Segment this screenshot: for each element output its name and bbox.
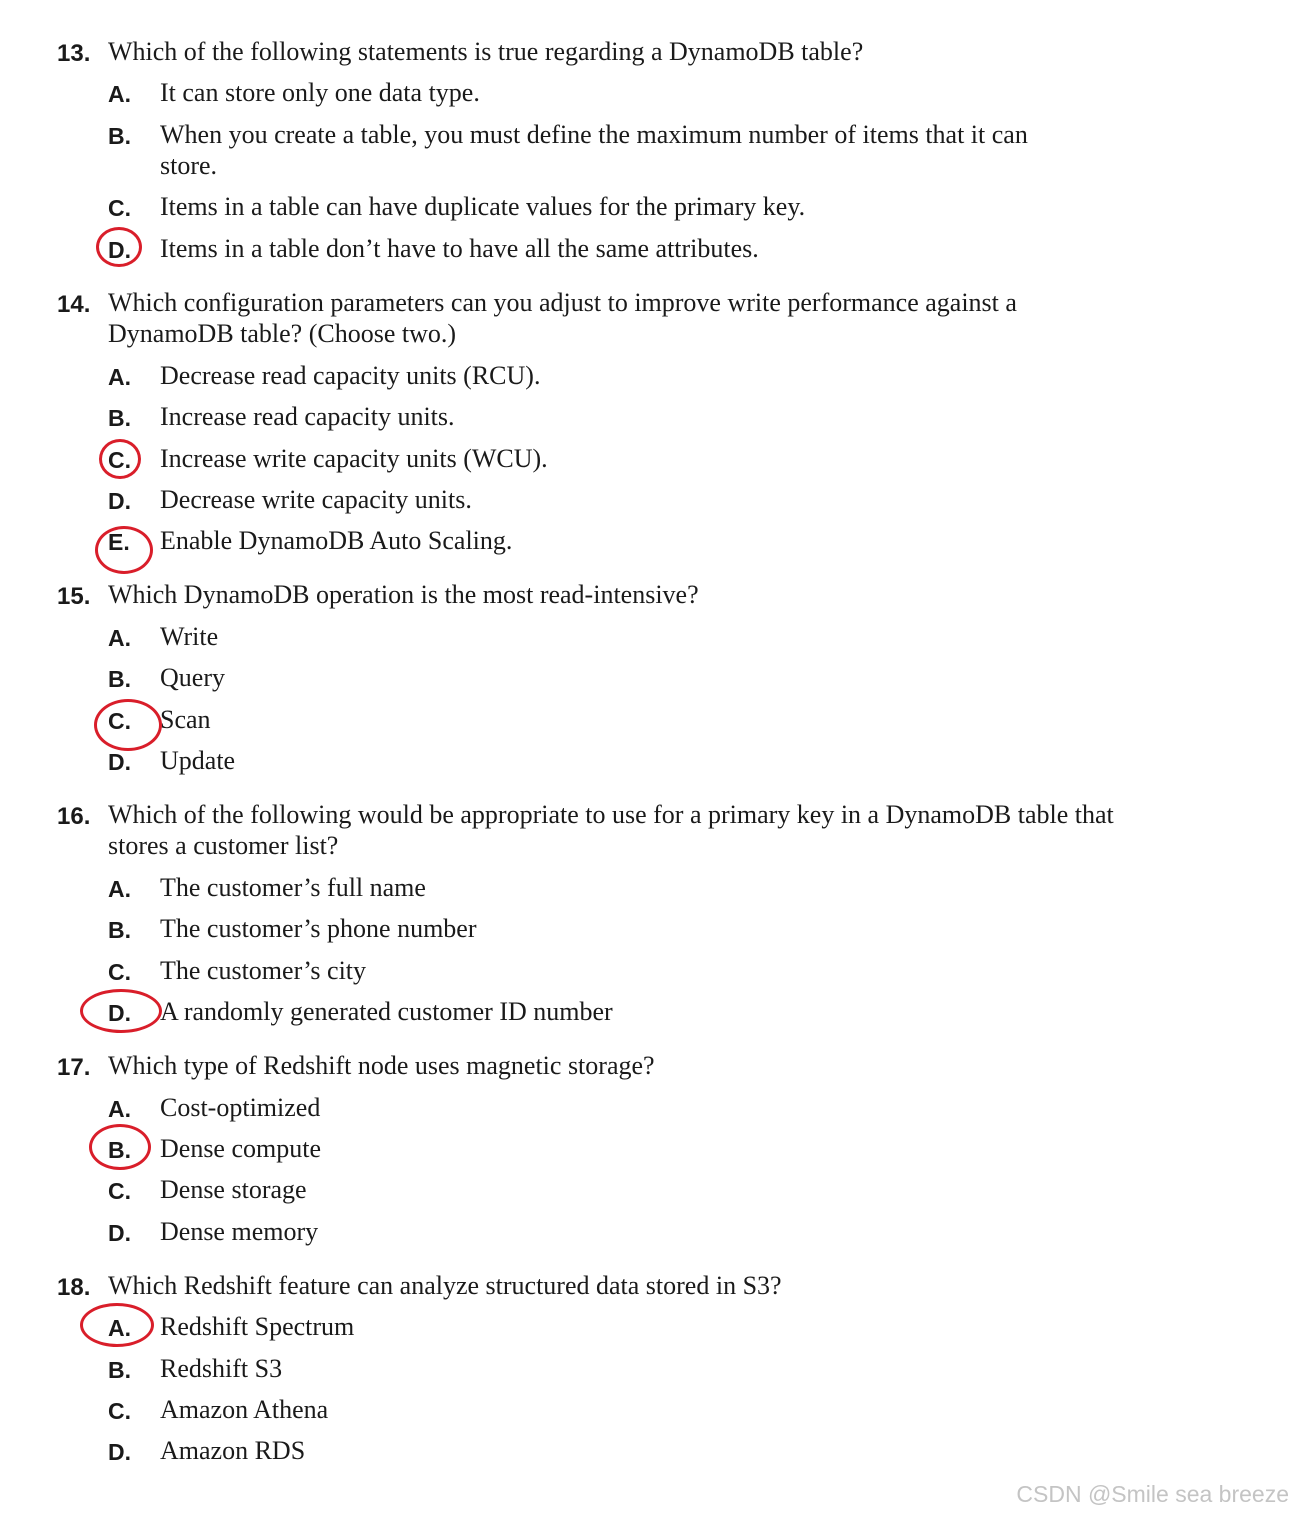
option-text: The customer’s city bbox=[160, 956, 367, 985]
question-number: 14. bbox=[57, 291, 91, 318]
option-letter: D. bbox=[108, 488, 131, 514]
option-14-b[interactable] bbox=[0, 401, 1295, 437]
option-text: Increase write capacity units (WCU). bbox=[160, 444, 548, 473]
option-letter: C. bbox=[108, 1178, 131, 1204]
option-14-c[interactable] bbox=[0, 443, 1295, 479]
option-18-d[interactable] bbox=[0, 1435, 1295, 1471]
question-number: 16. bbox=[57, 803, 91, 830]
question-text: Which type of Redshift node uses magnetic storage? bbox=[108, 1051, 655, 1080]
option-text: Decrease write capacity units. bbox=[160, 485, 472, 514]
option-letter: C. bbox=[108, 447, 131, 473]
option-letter: D. bbox=[108, 237, 131, 263]
option-letter: B. bbox=[108, 917, 131, 943]
option-text: Enable DynamoDB Auto Scaling. bbox=[160, 526, 513, 555]
option-text: Dense compute bbox=[160, 1134, 322, 1163]
option-text: Increase read capacity units. bbox=[160, 402, 455, 431]
option-text: Dense storage bbox=[160, 1175, 307, 1204]
option-13-d[interactable] bbox=[0, 233, 1295, 269]
option-14-e[interactable] bbox=[0, 525, 1295, 561]
question-text: Which Redshift feature can analyze structured data stored in S3? bbox=[108, 1271, 782, 1300]
option-letter: B. bbox=[108, 1357, 131, 1383]
option-text: Query bbox=[160, 663, 225, 692]
option-letter: A. bbox=[108, 1096, 131, 1122]
option-letter: B. bbox=[108, 123, 131, 149]
option-text: Decrease read capacity units (RCU). bbox=[160, 361, 541, 390]
option-letter: A. bbox=[108, 364, 131, 390]
option-letter: A. bbox=[108, 876, 131, 902]
option-18-a[interactable] bbox=[0, 1311, 1295, 1347]
option-text: Amazon Athena bbox=[160, 1395, 329, 1424]
option-text: Redshift Spectrum bbox=[160, 1312, 355, 1341]
option-14-a[interactable] bbox=[0, 360, 1295, 396]
option-17-b[interactable] bbox=[0, 1133, 1295, 1169]
option-letter: D. bbox=[108, 749, 131, 775]
option-text: Dense memory bbox=[160, 1217, 319, 1246]
option-text: Redshift S3 bbox=[160, 1354, 283, 1383]
option-13-c[interactable] bbox=[0, 191, 1295, 227]
option-16-d[interactable] bbox=[0, 996, 1295, 1032]
question-text: Which configuration parameters can you adjust to improve write performance against a DynamoDB table? (Choose two.) bbox=[108, 288, 1017, 348]
question-text: Which DynamoDB operation is the most read-intensive? bbox=[108, 580, 699, 609]
option-13-b[interactable] bbox=[0, 119, 1295, 185]
question-number: 15. bbox=[57, 583, 91, 610]
option-letter: C. bbox=[108, 959, 131, 985]
option-17-a[interactable] bbox=[0, 1092, 1295, 1128]
question-number: 18. bbox=[57, 1274, 91, 1301]
question-number: 13. bbox=[57, 40, 91, 67]
option-text: The customer’s phone number bbox=[160, 914, 477, 943]
option-text: It can store only one data type. bbox=[160, 78, 480, 107]
option-text: A randomly generated customer ID number bbox=[160, 997, 613, 1026]
watermark: CSDN @Smile sea breeze bbox=[1016, 1481, 1289, 1507]
option-15-b[interactable] bbox=[0, 662, 1295, 698]
option-text: Scan bbox=[160, 705, 211, 734]
option-text: Items in a table don’t have to have all the same attributes. bbox=[160, 234, 759, 263]
option-letter: C. bbox=[108, 708, 131, 734]
option-16-b[interactable] bbox=[0, 913, 1295, 949]
option-15-c[interactable] bbox=[0, 704, 1295, 740]
option-text: Cost-optimized bbox=[160, 1093, 321, 1122]
option-text: The customer’s full name bbox=[160, 873, 426, 902]
option-letter: D. bbox=[108, 1220, 131, 1246]
option-letter: E. bbox=[108, 529, 130, 555]
option-15-d[interactable] bbox=[0, 745, 1295, 781]
option-letter: C. bbox=[108, 1398, 131, 1424]
option-letter: B. bbox=[108, 1137, 131, 1163]
option-text: Amazon RDS bbox=[160, 1436, 306, 1465]
question-number: 17. bbox=[57, 1054, 91, 1081]
option-letter: A. bbox=[108, 625, 131, 651]
option-16-a[interactable] bbox=[0, 872, 1295, 908]
option-text: Update bbox=[160, 746, 236, 775]
option-letter: B. bbox=[108, 405, 131, 431]
option-letter: D. bbox=[108, 1000, 131, 1026]
option-18-b[interactable] bbox=[0, 1353, 1295, 1389]
option-17-d[interactable] bbox=[0, 1216, 1295, 1252]
option-18-c[interactable] bbox=[0, 1394, 1295, 1430]
option-16-c[interactable] bbox=[0, 955, 1295, 991]
option-text: Items in a table can have duplicate values for the primary key. bbox=[160, 192, 806, 221]
option-17-c[interactable] bbox=[0, 1174, 1295, 1210]
option-14-d[interactable] bbox=[0, 484, 1295, 520]
option-letter: A. bbox=[108, 81, 131, 107]
option-letter: C. bbox=[108, 195, 131, 221]
option-letter: D. bbox=[108, 1439, 131, 1465]
option-text: Write bbox=[160, 622, 219, 651]
question-text: Which of the following would be appropriate to use for a primary key in a DynamoDB table that stores a customer list? bbox=[108, 800, 1114, 860]
question-text: Which of the following statements is true regarding a DynamoDB table? bbox=[108, 37, 864, 66]
option-letter: A. bbox=[108, 1315, 131, 1341]
option-text: When you create a table, you must define the maximum number of items that it can store. bbox=[160, 120, 1028, 180]
option-13-a[interactable] bbox=[0, 77, 1295, 113]
option-15-a[interactable] bbox=[0, 621, 1295, 657]
option-letter: B. bbox=[108, 666, 131, 692]
